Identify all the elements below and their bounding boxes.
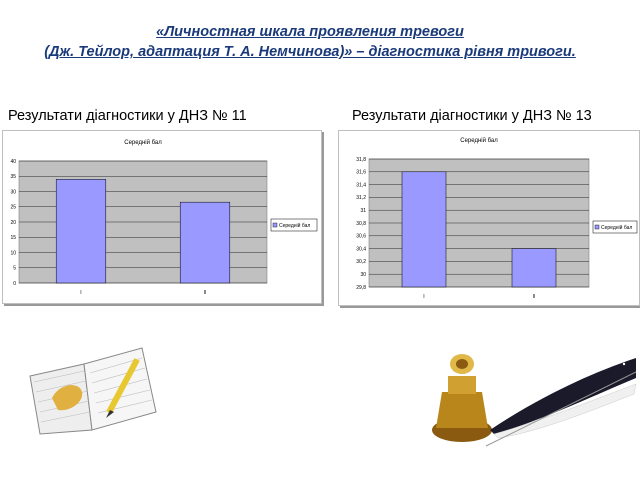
- y-tick-label: 29,8: [356, 284, 366, 291]
- y-tick-label: 25: [10, 204, 16, 211]
- legend-swatch: [595, 225, 599, 229]
- y-tick-label: 31,2: [356, 195, 366, 202]
- y-tick-label: 31,6: [356, 169, 366, 176]
- x-category-label: I: [80, 290, 82, 296]
- legend-label: Середній бал: [279, 223, 311, 229]
- bar-I: [56, 179, 106, 283]
- chart-dnz-13: [338, 130, 640, 306]
- heading-dnz-13: Результати діагностики у ДНЗ № 13: [352, 108, 592, 124]
- y-tick-label: 10: [10, 250, 16, 257]
- chart-dnz-13-svg: [339, 131, 639, 305]
- x-category-label: II: [203, 290, 207, 296]
- bar-II: [180, 202, 230, 283]
- heading-dnz-11: Результати діагностики у ДНЗ № 11: [8, 108, 247, 124]
- inkwell-with-quill-icon: [428, 338, 640, 461]
- page-title: [0, 22, 620, 62]
- chart-dnz-11-svg: [3, 131, 321, 303]
- legend-swatch: [273, 223, 277, 227]
- x-category-label: II: [532, 294, 536, 300]
- y-tick-label: 30,8: [356, 220, 366, 227]
- y-tick-label: 30,6: [356, 233, 366, 240]
- y-tick-label: 20: [10, 219, 16, 226]
- y-tick-label: 0: [13, 280, 16, 287]
- chart-title: Середній бал: [460, 138, 498, 144]
- title-line-1: «Личностная шкала проявления тревоги: [156, 24, 464, 40]
- title-line-2: (Дж. Тейлор, адаптация Т. А. Немчинова)» – діагностика рівня тривоги.: [44, 44, 576, 60]
- y-tick-label: 31: [360, 208, 366, 214]
- y-tick-label: 35: [10, 174, 16, 181]
- chart-title: Середній бал: [124, 140, 162, 146]
- y-tick-label: 5: [13, 265, 16, 272]
- legend-label: Середній бал: [601, 225, 633, 231]
- y-tick-label: 31,4: [356, 182, 366, 189]
- book-with-pencil-icon: [22, 338, 162, 443]
- x-category-label: I: [423, 294, 425, 300]
- bar-II: [512, 249, 556, 287]
- y-tick-label: 15: [10, 235, 16, 242]
- y-tick-label: 30,4: [356, 246, 366, 253]
- y-tick-label: 30: [10, 189, 16, 196]
- y-tick-label: 30: [360, 272, 366, 278]
- y-tick-label: 40: [10, 158, 16, 165]
- bar-I: [402, 172, 446, 287]
- y-tick-label: 30,2: [356, 259, 366, 266]
- y-tick-label: 31,8: [356, 156, 366, 163]
- chart-dnz-11: [2, 130, 322, 304]
